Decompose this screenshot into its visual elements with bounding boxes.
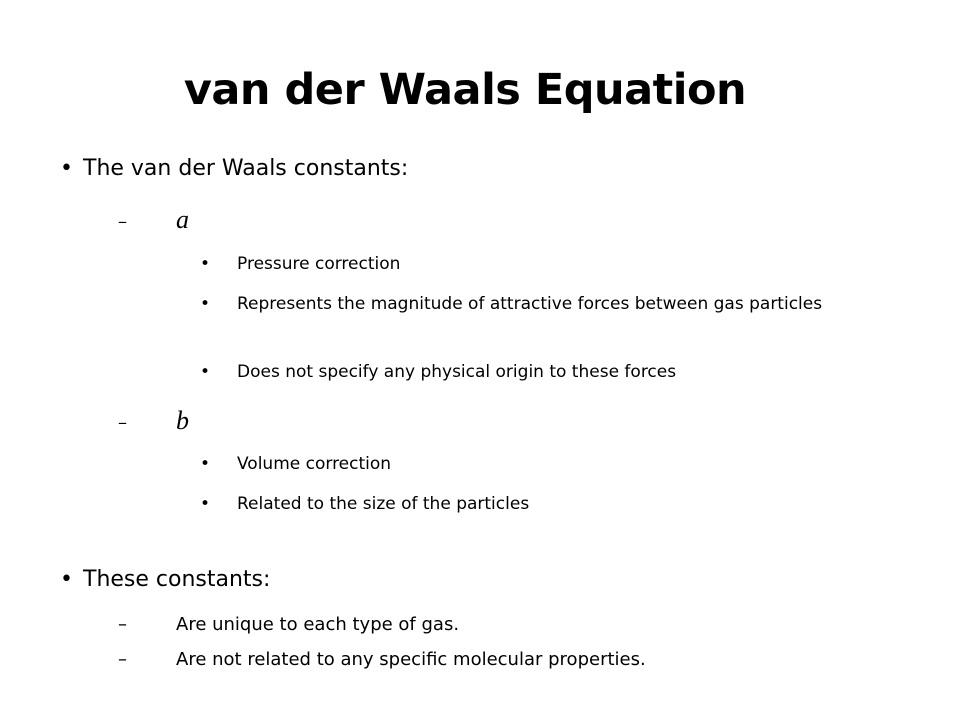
- a-item-text: Pressure correction: [237, 254, 401, 274]
- slide-title: van der Waals Equation: [183, 65, 747, 115]
- bullet-glyph: •: [200, 362, 211, 382]
- bullet-glyph: •: [200, 454, 211, 474]
- a-item-text: Does not specify any physical origin to these forces: [237, 362, 677, 382]
- these-item-text: Are not related to any specific molecular properties.: [176, 649, 646, 670]
- dash-glyph: –: [118, 649, 127, 670]
- constants-heading: The van der Waals constants:: [83, 156, 409, 181]
- a-item-text: Represents the magnitude of attractive forces between gas particles: [237, 294, 823, 314]
- bullet-glyph: •: [200, 494, 211, 514]
- these-item-text: Are unique to each type of gas.: [176, 614, 460, 635]
- variable-a: a: [176, 205, 189, 234]
- bullet-glyph: •: [60, 567, 73, 592]
- variable-b: b: [176, 406, 189, 435]
- these-heading: These constants:: [83, 567, 271, 592]
- bullet-glyph: •: [60, 156, 73, 181]
- b-item-text: Volume correction: [237, 454, 392, 474]
- b-item-text: Related to the size of the particles: [237, 494, 530, 514]
- bullet-glyph: •: [200, 254, 211, 274]
- dash-glyph: –: [118, 614, 127, 635]
- bullet-glyph: •: [200, 294, 211, 314]
- dash-glyph: –: [118, 211, 127, 232]
- dash-glyph: –: [118, 412, 127, 433]
